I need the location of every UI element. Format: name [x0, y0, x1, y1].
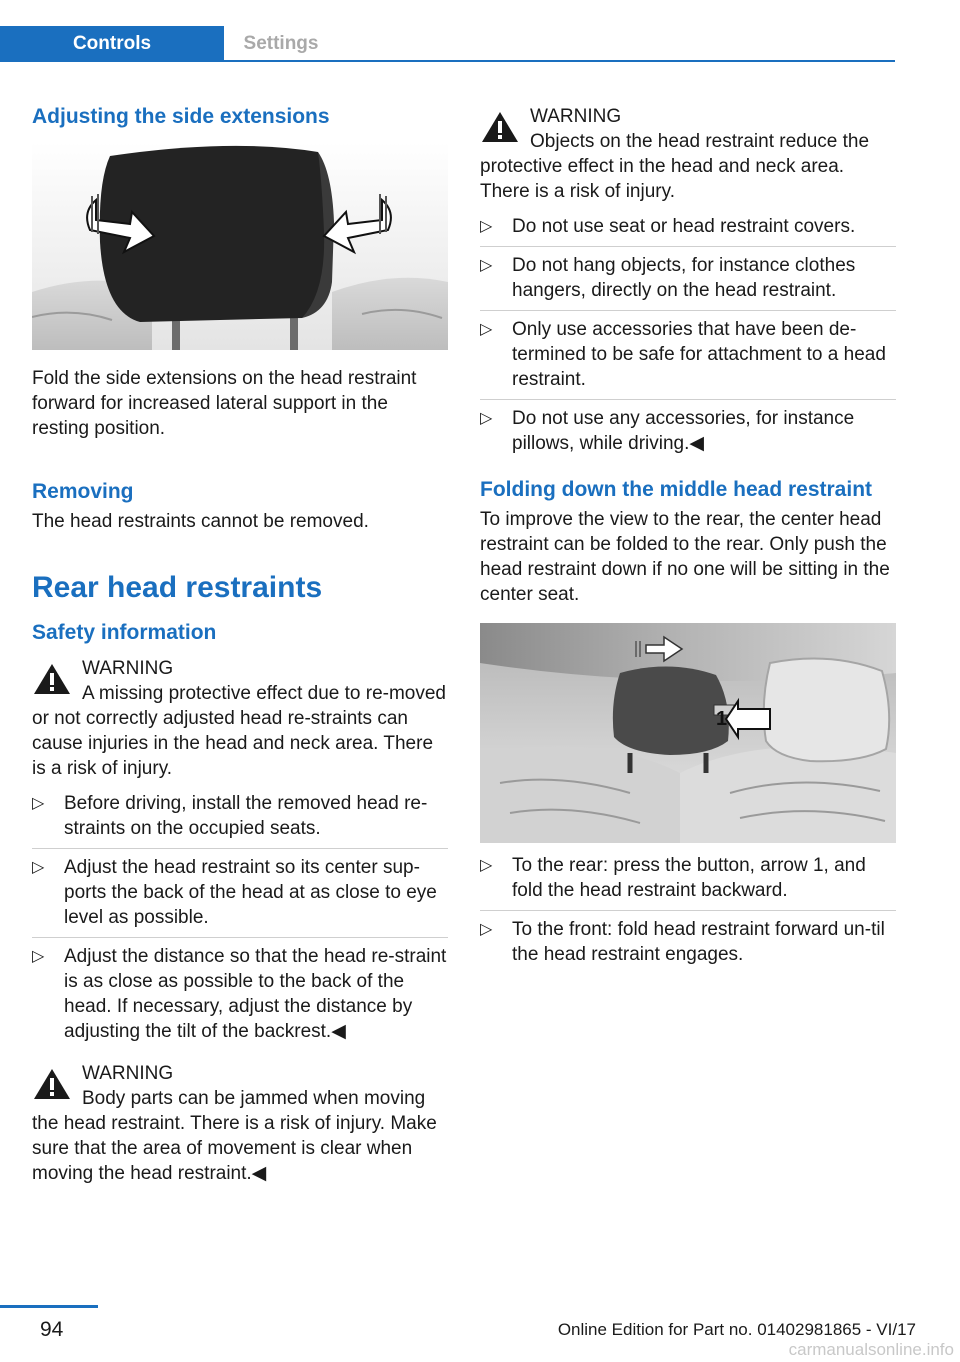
figure-callout-label: 1 [716, 708, 728, 730]
folding-text: To improve the view to the rear, the center head restraint can be folded to the rear. Only push the head restraint down if no one will be sitting in the center seat. [480, 509, 890, 605]
warning-block-3 [480, 104, 896, 204]
right-column [480, 96, 896, 974]
head-restraint-side-extensions-figure [32, 142, 448, 350]
folding-bullet-list [480, 847, 896, 974]
tab-settings[interactable]: Settings [243, 33, 319, 54]
bullet-triangle-icon: ▷ [32, 859, 45, 876]
list-item: ▷ Only use accessories that have been de-termined to be safe for attachment to a head restraint. [480, 311, 896, 400]
bullet-triangle-icon: ▷ [480, 321, 493, 338]
list-item: ▷ Adjust the head restraint so its center sup-ports the back of the head at as close to eye level as possible. [32, 849, 448, 938]
removing-heading: Removing [32, 480, 134, 503]
safety-information-heading: Safety information [32, 621, 217, 644]
warning-text: A missing protective effect due to re-moved or not correctly adjusted head re-straints can cause injuries in the head and neck area. There is a risk of injury. [32, 683, 446, 779]
list-item: ▷ Do not use seat or head restraint covers. [480, 208, 896, 247]
warning-triangle-icon [32, 662, 72, 696]
list-item: ▷ To the rear: press the button, arrow 1, and fold the head restraint backward. [480, 847, 896, 911]
safety-bullet-list [32, 785, 448, 1051]
page-header [0, 0, 895, 62]
list-item: ▷ To the front: fold head restraint forward un-til the head restraint engages. [480, 919, 885, 965]
middle-head-restraint-figure [480, 623, 896, 843]
warning-label: WARNING [82, 658, 174, 679]
list-item: ▷ Do not use any accessories, for instance pillows, while driving.◀ [480, 408, 855, 454]
objects-bullet-list [480, 208, 896, 463]
warning-triangle-icon [32, 1067, 72, 1101]
bullet-triangle-icon: ▷ [480, 857, 493, 874]
folding-heading: Folding down the middle head restraint [480, 478, 873, 501]
list-item: ▷ Do not hang objects, for instance clothes hangers, directly on the head restraint. [480, 247, 896, 311]
warning-text: Objects on the head restraint reduce the protective effect in the head and neck area. There is a risk of injury. [480, 131, 870, 202]
warning-block-1 [32, 656, 448, 781]
list-item: ▷ Before driving, install the removed head re-straints on the occupied seats. [32, 785, 448, 849]
bullet-triangle-icon: ▷ [32, 795, 45, 812]
warning-triangle-icon [480, 110, 520, 144]
list-item: ▷ Adjust the distance so that the head re-straint is as close as possible to the back of the head. If necessary, adjust the distance by adjusting the tilt of the backrest.◀ [32, 946, 447, 1042]
warning-block-2 [32, 1061, 448, 1186]
warning-label: WARNING [530, 106, 622, 127]
page-number: 94 [40, 1318, 64, 1341]
bullet-triangle-icon: ▷ [480, 921, 493, 938]
footer-rule [0, 1305, 98, 1308]
tab-controls[interactable]: Controls [0, 26, 224, 62]
bullet-triangle-icon: ▷ [480, 218, 493, 235]
bullet-triangle-icon: ▷ [480, 257, 493, 274]
side-extensions-heading: Adjusting the side extensions [32, 105, 330, 128]
warning-text: Body parts can be jammed when moving the head restraint. There is a risk of injury. Make sure that the area of movement is clear when moving the head restraint.◀ [32, 1088, 437, 1184]
bullet-triangle-icon: ▷ [32, 948, 45, 965]
rear-head-restraints-heading: Rear head restraints [32, 571, 323, 604]
left-column [32, 96, 448, 1186]
removing-text: The head restraints cannot be removed. [32, 511, 369, 532]
edition-text: Online Edition for Part no. 01402981865 - VI/17 [557, 1320, 916, 1339]
warning-label: WARNING [82, 1063, 174, 1084]
watermark: carmanualsonline.info [788, 1340, 954, 1359]
bullet-triangle-icon: ▷ [480, 410, 493, 427]
side-extensions-text: Fold the side extensions on the head restraint forward for increased lateral support in the resting position. [32, 368, 417, 439]
